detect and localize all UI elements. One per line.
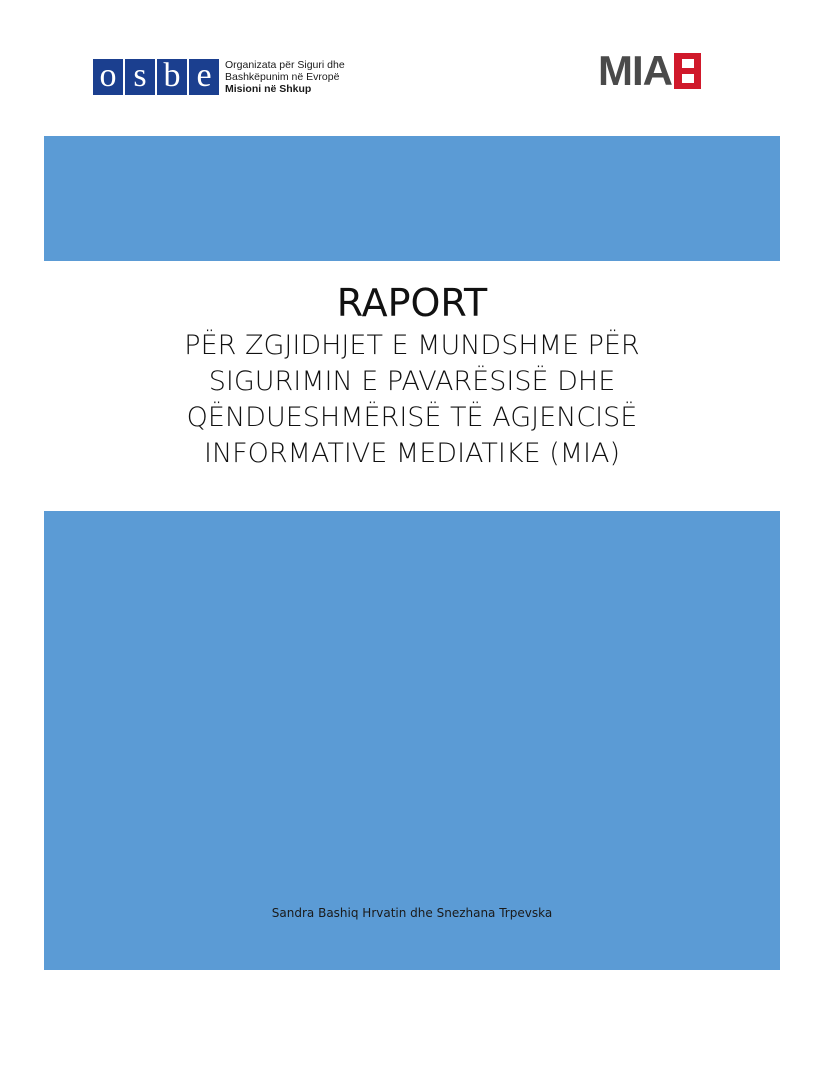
osbe-letter-s: s xyxy=(125,59,155,95)
top-blue-panel xyxy=(44,136,780,261)
title-line-2: SIGURIMIN E PAVARËSISË DHE xyxy=(208,366,616,397)
mia-logo-text: MIA xyxy=(598,47,672,94)
osbe-letter-o: o xyxy=(93,59,123,95)
osbe-line-2: Bashkëpunim në Evropë xyxy=(225,71,340,83)
title-line-3: QËNDUESHMËRISË TË AGJENCISË xyxy=(186,402,638,433)
osbe-letter-b: b xyxy=(157,59,187,95)
osbe-line-3: Misioni në Shkup xyxy=(225,83,312,95)
osbe-logo xyxy=(93,58,345,96)
mia-logo-mark-icon xyxy=(674,53,701,89)
osbe-logo-text xyxy=(225,59,345,95)
osbe-logo-letters xyxy=(93,59,221,95)
mia-logo xyxy=(598,47,701,94)
osbe-line-1: Organizata për Siguri dhe xyxy=(225,59,345,71)
osbe-letter-e: e xyxy=(189,59,219,95)
authors: Sandra Bashiq Hrvatin dhe Snezhana Trpevska xyxy=(271,906,553,920)
bottom-blue-panel xyxy=(44,511,780,970)
title-line-4: INFORMATIVE MEDIATIKE (MIA) xyxy=(203,438,621,469)
report-title xyxy=(44,277,780,473)
title-main: RAPORT xyxy=(336,281,488,325)
title-line-1: PËR ZGJIDHJET E MUNDSHME PËR xyxy=(184,330,640,361)
